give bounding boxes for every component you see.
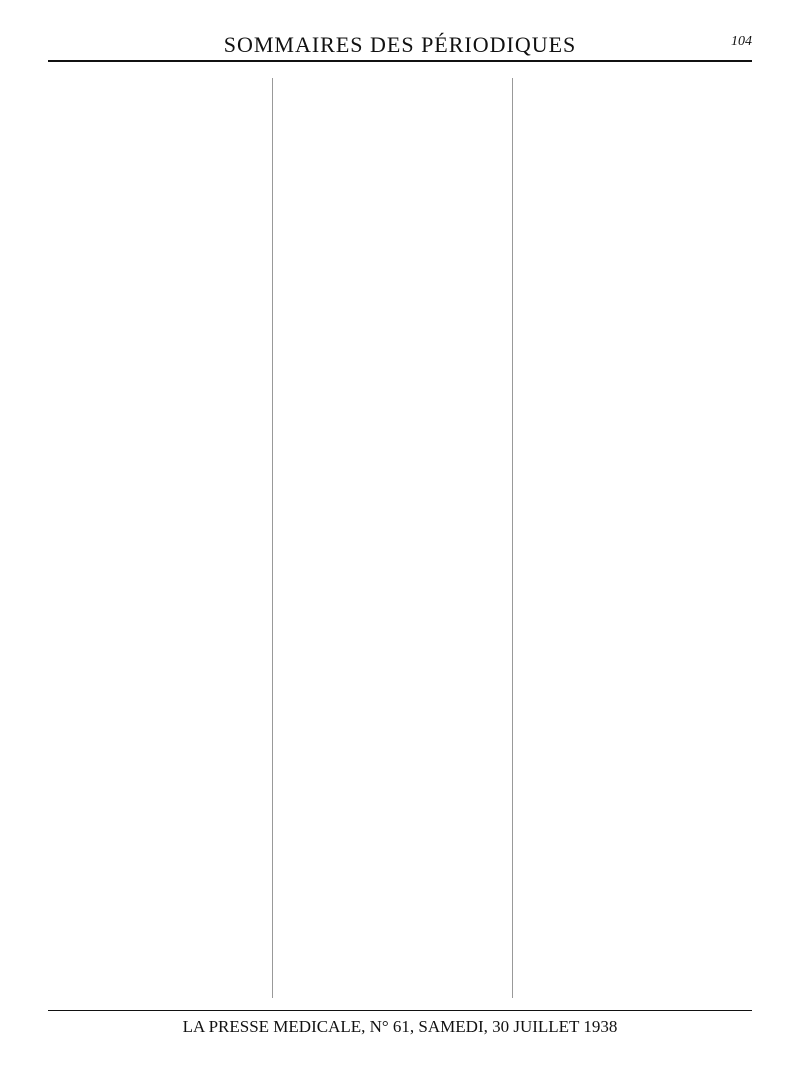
page-title: SOMMAIRES DES PÉRIODIQUES [223, 32, 577, 57]
column-right [527, 78, 752, 998]
text-columns [48, 78, 752, 998]
column-left [48, 78, 273, 998]
column-middle [287, 78, 512, 998]
page-header [48, 30, 752, 62]
page-footer: LA PRESSE MEDICALE, N° 61, SAMEDI, 30 JUILLET 1938 [48, 1010, 752, 1036]
page-number: 104 [731, 34, 752, 49]
